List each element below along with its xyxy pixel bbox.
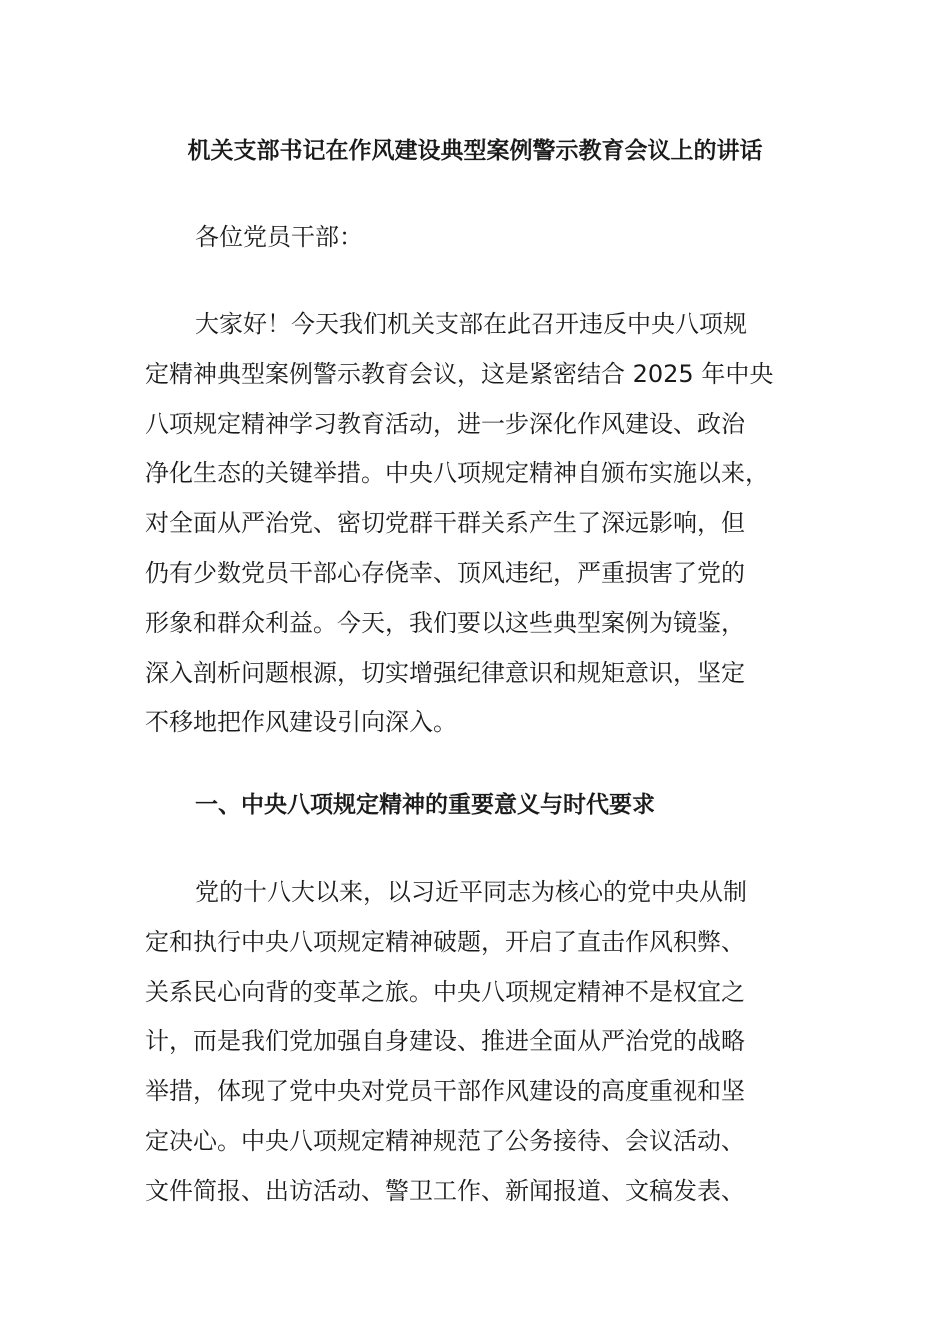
- section-heading: 一、中央八项规定精神的重要意义与时代要求: [195, 792, 655, 818]
- paragraph-line: 文件简报、出访活动、警卫工作、新闻报道、文稿发表、: [145, 1176, 745, 1205]
- paragraph-line: 计，而是我们党加强自身建设、推进全面从严治党的战略: [145, 1027, 745, 1056]
- paragraph-line: 形象和群众利益。今天，我们要以这些典型案例为镜鉴，: [145, 608, 745, 637]
- paragraph-line: 净化生态的关键举措。中央八项规定精神自颁布实施以来，: [145, 459, 769, 488]
- paragraph-line: 定精神典型案例警示教育会议，这是紧密结合 2025 年中央: [145, 359, 774, 388]
- paragraph-line: 党的十八大以来，以习近平同志为核心的党中央从制: [195, 878, 747, 906]
- paragraph-line: 定和执行中央八项规定精神破题，开启了直击作风积弊、: [145, 927, 745, 956]
- paragraph-opening: [145, 300, 810, 748]
- document-title: 机关支部书记在作风建设典型案例警示教育会议上的讲话: [187, 138, 763, 164]
- paragraph-section1: [145, 868, 810, 1217]
- paragraph-line: 关系民心向背的变革之旅。中央八项规定精神不是权宜之: [145, 977, 745, 1006]
- paragraph-line: 不移地把作风建设引向深入。: [145, 708, 457, 737]
- paragraph-line: 仍有少数党员干部心存侥幸、顶风违纪，严重损害了党的: [145, 558, 745, 587]
- paragraph-line: 定决心。中央八项规定精神规范了公务接待、会议活动、: [145, 1126, 745, 1155]
- paragraph-line: 深入剖析问题根源，切实增强纪律意识和规矩意识，坚定: [145, 658, 745, 687]
- salutation: 各位党员干部：: [195, 223, 363, 251]
- paragraph-line: 八项规定精神学习教育活动，进一步深化作风建设、政治: [145, 409, 745, 438]
- paragraph-line: 举措，体现了党中央对党员干部作风建设的高度重视和坚: [145, 1077, 745, 1106]
- paragraph-line: 对全面从严治党、密切党群干群关系产生了深远影响，但: [145, 509, 745, 538]
- paragraph-line: 大家好！今天我们机关支部在此召开违反中央八项规: [195, 310, 747, 338]
